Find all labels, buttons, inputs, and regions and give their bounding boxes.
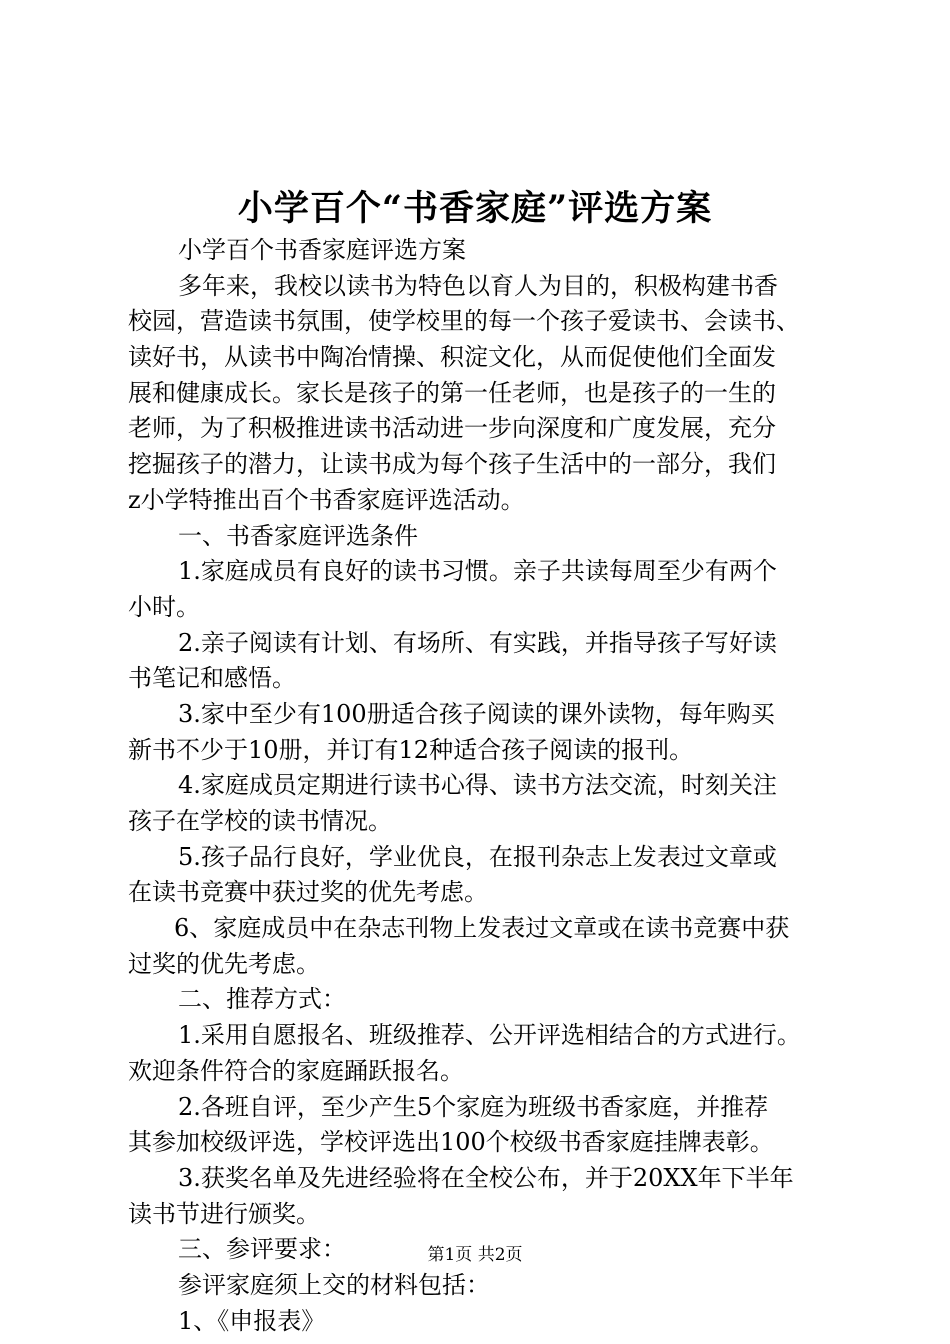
list-item-line: 新书不少于10册，并订有12种适合孩子阅读的报刊。 bbox=[128, 735, 694, 764]
list-item-line: 4.家庭成员定期进行读书心得、读书方法交流，时刻关注 bbox=[178, 771, 777, 800]
section-heading: 三、参评要求： bbox=[178, 1235, 346, 1264]
paragraph-line: 校园，营造读书氛围，使学校里的每一个孩子爱读书、会读书、 bbox=[128, 307, 800, 336]
list-item-line: 欢迎条件符合的家庭踊跃报名。 bbox=[128, 1056, 464, 1085]
document-body bbox=[128, 233, 854, 1339]
paragraph-line: 老师，为了积极推进读书活动进一步向深度和广度发展，充分 bbox=[128, 414, 776, 443]
paragraph-line: 多年来，我校以读书为特色以育人为目的，积极构建书香 bbox=[178, 271, 778, 300]
section-heading: 二、推荐方式： bbox=[178, 985, 346, 1014]
list-item-line: 3.获奖名单及先进经验将在全校公布，并于20XX年下半年 bbox=[178, 1163, 794, 1192]
list-item-line: 其参加校级评选，学校评选出100个校级书香家庭挂牌表彰。 bbox=[128, 1128, 774, 1157]
paragraph-line: 参评家庭须上交的材料包括： bbox=[178, 1270, 490, 1299]
list-item-line: 1、《申报表》 bbox=[178, 1306, 326, 1335]
list-item-line: 5.孩子品行良好，学业优良，在报刊杂志上发表过文章或 bbox=[178, 842, 777, 871]
list-item-line: 1.家庭成员有良好的读书习惯。亲子共读每周至少有两个 bbox=[178, 557, 777, 586]
paragraph-line: 挖掘孩子的潜力，让读书成为每个孩子生活中的一部分，我们 bbox=[128, 450, 776, 479]
document-title: 小学百个“书香家庭”评选方案 bbox=[237, 188, 713, 229]
list-item-line: 2.各班自评，至少产生5个家庭为班级书香家庭，并推荐 bbox=[178, 1092, 769, 1121]
list-item-line: 书笔记和感悟。 bbox=[128, 664, 296, 693]
list-item-line: 小时。 bbox=[128, 592, 200, 621]
page-footer: 第1页 共2页 bbox=[427, 1245, 523, 1265]
list-item-line: 1.采用自愿报名、班级推荐、公开评选相结合的方式进行。 bbox=[178, 1021, 801, 1050]
list-item-line: 在读书竞赛中获过奖的优先考虑。 bbox=[128, 878, 488, 907]
list-item-line: 过奖的优先考虑。 bbox=[128, 949, 320, 978]
list-item-line: 2.亲子阅读有计划、有场所、有实践，并指导孩子写好读 bbox=[178, 628, 777, 657]
paragraph-line: z小学特推出百个书香家庭评选活动。 bbox=[128, 485, 525, 514]
list-item-line: 3.家中至少有100册适合孩子阅读的课外读物，每年购买 bbox=[178, 699, 775, 728]
list-item-line: 读书节进行颁奖。 bbox=[128, 1199, 320, 1228]
list-item-line: 6、家庭成员中在杂志刊物上发表过文章或在读书竞赛中获 bbox=[174, 914, 790, 943]
section-heading: 一、书香家庭评选条件 bbox=[178, 521, 418, 550]
paragraph-line: 读好书，从读书中陶冶情操、积淀文化，从而促使他们全面发 bbox=[128, 343, 776, 372]
list-item-line: 孩子在学校的读书情况。 bbox=[128, 807, 392, 835]
paragraph-line: 展和健康成长。家长是孩子的第一任老师，也是孩子的一生的 bbox=[128, 378, 776, 407]
subtitle-line: 小学百个书香家庭评选方案 bbox=[178, 236, 466, 264]
